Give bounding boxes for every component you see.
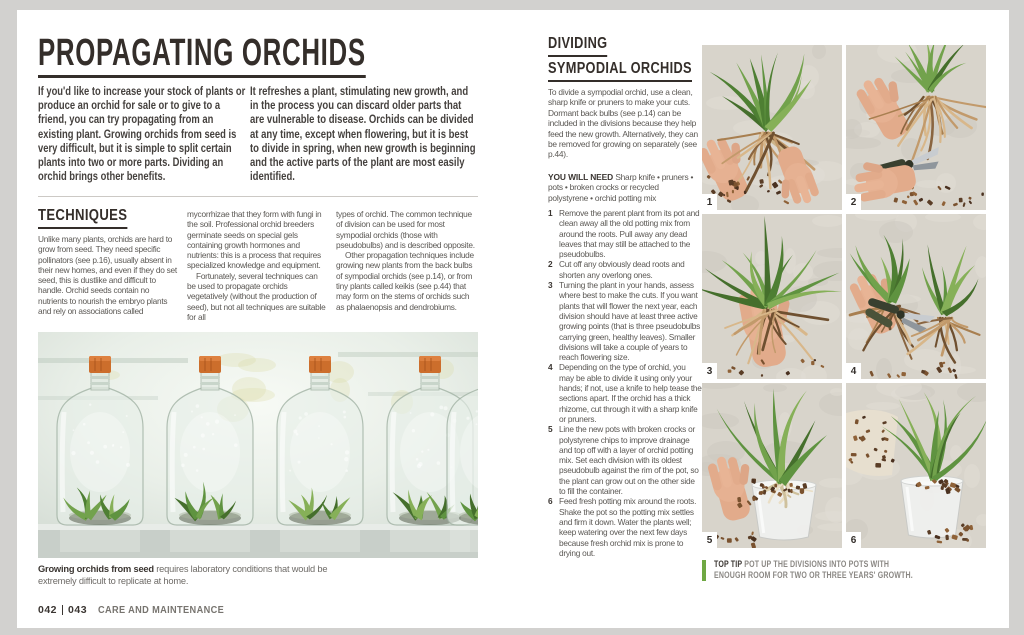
step-number: 2	[548, 259, 553, 270]
step-photo-5-illustration	[702, 383, 842, 548]
intro-col-1: If you'd like to increase your stock of plants or produce an orchid for sale or to give to a friend, you can try propagating from an existing plant. Growing orchids from seed is very difficult, but it is simple to split certain plants into two or more parts. Dividing an orchid brings other benefits.	[38, 85, 246, 184]
step-photo-4-illustration	[846, 214, 986, 379]
step-photo-6	[846, 383, 986, 548]
book-page-spread	[17, 10, 1009, 628]
step-photo-1	[702, 45, 842, 210]
folio-right: 043	[68, 604, 88, 616]
section-divider-rule	[38, 196, 478, 197]
step-text: Remove the parent plant from its pot and clean away all the old potting mix from around the roots. Pull away any dead leaves that may still be attached to the pseudobulbs.	[559, 208, 700, 260]
step-item	[548, 424, 702, 496]
step-text: Cut off any obviously dead roots and shorten any overlong ones.	[559, 259, 685, 280]
step-number: 5	[548, 424, 553, 435]
intro-col-2: It refreshes a plant, stimulating new growth, and in the process you can discard older parts that are vulnerable to disease. Orchids can be divided at any time, except when flowering, but it is best to divide in spring, when new growth is beginning and the active parts of the plant are most easily identified.	[250, 85, 476, 184]
step-item	[548, 362, 702, 424]
top-tip-label: TOP TIP	[714, 559, 745, 569]
step-number: 3	[548, 280, 553, 291]
photo-caption-rest: requires laboratory conditions that would be extremely difficult to replicate at home.	[38, 564, 328, 586]
step-photo-2	[846, 45, 986, 210]
seed-bottles-photo	[38, 332, 478, 558]
step-text: Line the new pots with broken crocks or polystyrene chips to improve drainage and top off with a layer of orchid potting mix. Set each division with its oldest pseudobulb against the rim of the pot, so the plant can grow out on the other side to fill the container.	[559, 424, 699, 497]
step-photo-2-illustration	[846, 45, 986, 210]
step-item	[548, 208, 702, 259]
techniques-col-3-p1: types of orchid. The common technique of division can be used for most sympodial orchids (those with pseudobulbs) and is described opposite.	[336, 209, 475, 250]
dividing-heading-line1: DIVIDING	[548, 36, 607, 57]
photo-number-badge: 5	[702, 532, 717, 548]
photo-caption-bold: Growing orchids from seed	[38, 564, 154, 574]
photo-number-badge: 6	[846, 532, 861, 548]
step-photo-3	[702, 214, 842, 379]
folio-divider	[62, 605, 63, 615]
page-title: PROPAGATING ORCHIDS	[38, 34, 366, 78]
step-item	[548, 280, 702, 362]
seed-bottles-illustration	[38, 332, 478, 558]
page-footer	[38, 604, 235, 616]
photo-number-badge: 2	[846, 194, 861, 210]
techniques-col-1: Unlike many plants, orchids are hard to grow from seed. They need specific pollinators (see p.16), usually absent in their new homes, and even if they do set seed, this is dustlike and difficult to handle. Orchid seeds contain no nutrients to nourish the embryo plants and rely on associations called	[38, 234, 177, 317]
top-tip-bar	[702, 560, 706, 581]
step-text: Depending on the type of orchid, you may be able to divide it using only your hands; if not, use a knife to help tease the sections apart. If the orchid has a thick rhizome, cut through it with a sharp knife or pruners.	[559, 362, 702, 424]
photo-number-badge: 3	[702, 363, 717, 379]
dividing-heading-line2: SYMPODIAL ORCHIDS	[548, 61, 692, 82]
step-photo-5	[702, 383, 842, 548]
you-will-need-label: YOU WILL NEED	[548, 172, 616, 182]
top-tip-text-block	[714, 559, 922, 580]
photo-number-badge: 1	[702, 194, 717, 210]
techniques-col-2-p2: Fortunately, several techniques can be used to propagate orchids vegetatively (without the production of seed), but not all techniques are suitable for all	[187, 270, 326, 322]
techniques-col-2-p1: mycorrhizae that they form with fungi in the soil. Professional orchid breeders germinate seeds on special gels containing growth hormones and nutrients: this is a process that requires specialized knowledge and equipment.	[187, 209, 322, 271]
folio-left: 042	[38, 604, 58, 616]
photo-caption	[38, 564, 368, 587]
section-title: CARE AND MAINTENANCE	[98, 604, 225, 616]
you-will-need	[548, 172, 700, 203]
top-tip	[702, 559, 974, 581]
step-number: 4	[548, 362, 553, 373]
photo-number-badge: 4	[846, 363, 861, 379]
step-text: Turning the plant in your hands, assess where best to make the cuts. If you want plants that will flower the next year, each division should have at least three active growing points (that is three pseudobulbs carrying green, healthy leaves). Smaller divisions will take a couple of years to reach flowering size.	[559, 280, 701, 363]
step-number: 6	[548, 496, 553, 507]
step-number: 1	[548, 208, 553, 218]
techniques-heading: TECHNIQUES	[38, 208, 127, 229]
steps-list	[548, 208, 702, 558]
step-photo-3-illustration	[702, 214, 842, 379]
step-item	[548, 496, 702, 558]
dividing-intro: To divide a sympodial orchid, use a clean, sharp knife or pruners to make your cuts. Dormant back bulbs (see p.14) can be included in the divisions because they help feed the new growth. Alternatively, they can be removed for growing on separately (see p.44).	[548, 87, 698, 160]
step-photo-6-illustration	[846, 383, 986, 548]
top-tip-text: POT UP THE DIVISIONS INTO POTS WITH ENOUGH ROOM FOR TWO OR THREE YEARS' GROWTH.	[714, 559, 913, 580]
techniques-col-3-p2: Other propagation techniques include growing new plants from the back bulbs of sympodial orchids (see p.14), or from tiny plants called keikis (see p.44) that may form on the stems of orchids such as phalaenopsis and dendrobiums.	[336, 250, 474, 312]
step-photo-1-illustration	[702, 45, 842, 210]
step-item	[548, 259, 702, 280]
step-photo-4	[846, 214, 986, 379]
you-will-need-text: Sharp knife • pruners • pots • broken crocks or recycled polystyrene • orchid potting mix	[548, 172, 694, 203]
step-text: Feed fresh potting mix around the roots. Shake the pot so the potting mix settles and firm it down. Water the plants well; keep watering over the next few days because fresh orchid mix is prone to drying out.	[559, 496, 697, 558]
